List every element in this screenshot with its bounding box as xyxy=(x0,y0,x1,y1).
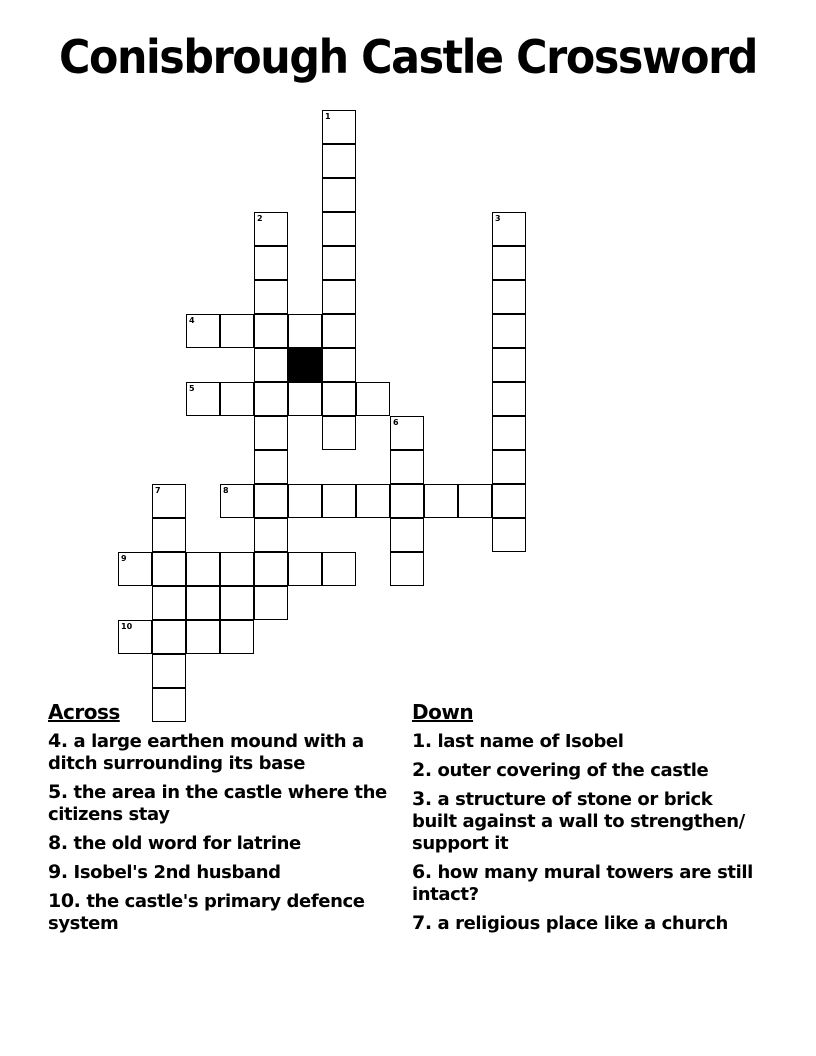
grid-cell[interactable] xyxy=(186,552,220,586)
grid-cell[interactable] xyxy=(492,450,526,484)
grid-cell[interactable] xyxy=(492,246,526,280)
clue-down-3: 3. a structure of stone or brick built against a wall to strengthen/ support it xyxy=(412,788,745,854)
grid-cell[interactable] xyxy=(254,382,288,416)
grid-cell[interactable] xyxy=(458,484,492,518)
grid-cell[interactable] xyxy=(322,348,356,382)
grid-cell[interactable] xyxy=(220,552,254,586)
clue-across-4: 4. a large earthen mound with a ditch surrounding its base xyxy=(48,730,364,774)
grid-cell[interactable] xyxy=(492,484,526,518)
grid-number: 1 xyxy=(325,112,331,121)
grid-cell[interactable] xyxy=(322,314,356,348)
grid-cell[interactable] xyxy=(254,450,288,484)
grid-cell[interactable] xyxy=(322,416,356,450)
grid-cell[interactable] xyxy=(492,518,526,552)
grid-cell[interactable] xyxy=(288,484,322,518)
grid-number: 6 xyxy=(393,418,399,427)
grid-cell[interactable] xyxy=(492,348,526,382)
grid-number: 7 xyxy=(155,486,161,495)
grid-cell[interactable] xyxy=(288,552,322,586)
grid-number: 2 xyxy=(257,214,263,223)
grid-cell[interactable] xyxy=(152,654,186,688)
grid-cell[interactable] xyxy=(322,178,356,212)
grid-cell[interactable] xyxy=(186,586,220,620)
clue-down-6: 6. how many mural towers are still intact? xyxy=(412,861,753,905)
across-heading: Across xyxy=(48,700,120,724)
grid-number: 9 xyxy=(121,554,127,563)
grid-cell[interactable] xyxy=(220,382,254,416)
grid-cell[interactable] xyxy=(186,620,220,654)
grid-cell[interactable] xyxy=(492,416,526,450)
clue-across-5: 5. the area in the castle where the citizens stay xyxy=(48,781,387,825)
grid-cell[interactable] xyxy=(390,450,424,484)
down-clues xyxy=(412,700,762,941)
black-cell xyxy=(288,348,322,382)
grid-cell[interactable] xyxy=(492,382,526,416)
grid-cell[interactable] xyxy=(152,518,186,552)
grid-number: 4 xyxy=(189,316,195,325)
clue-down-1: 1. last name of Isobel xyxy=(412,730,624,752)
grid-cell[interactable] xyxy=(288,314,322,348)
grid-cell[interactable] xyxy=(254,348,288,382)
grid-cell[interactable] xyxy=(390,484,424,518)
page-title: Conisbrough Castle Crossword xyxy=(58,30,758,84)
grid-cell[interactable] xyxy=(322,144,356,178)
grid-number: 3 xyxy=(495,214,501,223)
grid-cell[interactable] xyxy=(254,416,288,450)
grid-cell[interactable] xyxy=(254,314,288,348)
grid-cell[interactable] xyxy=(356,484,390,518)
clue-down-2: 2. outer covering of the castle xyxy=(412,759,709,781)
grid-cell[interactable] xyxy=(322,382,356,416)
grid-number: 10 xyxy=(121,622,133,631)
grid-cell[interactable] xyxy=(152,620,186,654)
grid-cell[interactable] xyxy=(288,382,322,416)
grid-cell[interactable] xyxy=(492,280,526,314)
grid-cell[interactable] xyxy=(220,586,254,620)
grid-cell[interactable] xyxy=(152,552,186,586)
grid-cell[interactable] xyxy=(322,212,356,246)
grid-cell[interactable] xyxy=(254,518,288,552)
clue-across-9: 9. Isobel's 2nd husband xyxy=(48,861,281,883)
grid-cell[interactable] xyxy=(356,382,390,416)
grid-cell[interactable] xyxy=(390,518,424,552)
grid-cell[interactable] xyxy=(152,586,186,620)
grid-cell[interactable] xyxy=(254,246,288,280)
grid-number: 8 xyxy=(223,486,229,495)
grid-cell[interactable] xyxy=(322,552,356,586)
grid-cell[interactable] xyxy=(492,314,526,348)
grid-cell[interactable] xyxy=(322,280,356,314)
clue-across-8: 8. the old word for latrine xyxy=(48,832,301,854)
grid-cell[interactable] xyxy=(322,484,356,518)
grid-number: 5 xyxy=(189,384,195,393)
grid-cell[interactable] xyxy=(254,280,288,314)
grid-cell[interactable] xyxy=(424,484,458,518)
grid-cell[interactable] xyxy=(254,484,288,518)
across-clues xyxy=(48,700,398,941)
clue-down-7: 7. a religious place like a church xyxy=(412,912,728,934)
grid-cell[interactable] xyxy=(220,314,254,348)
grid-cell[interactable] xyxy=(220,620,254,654)
down-heading: Down xyxy=(412,700,474,724)
clue-across-10: 10. the castle's primary defence system xyxy=(48,890,365,934)
grid-cell[interactable] xyxy=(254,586,288,620)
grid-cell[interactable] xyxy=(322,246,356,280)
grid-cell[interactable] xyxy=(254,552,288,586)
grid-cell[interactable] xyxy=(390,552,424,586)
